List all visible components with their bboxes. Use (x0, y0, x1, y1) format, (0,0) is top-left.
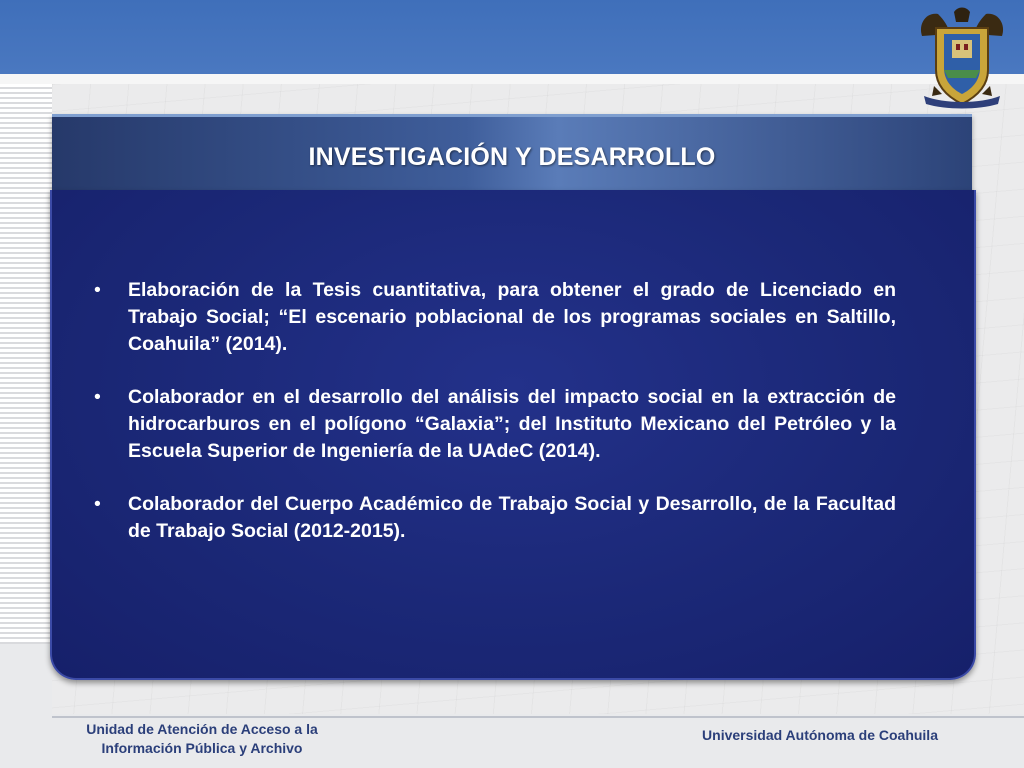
title-bar (52, 114, 972, 197)
header-band (0, 0, 1024, 74)
list-item-text: Colaborador en el desarrollo del análisis del impacto social en la extracción de hidrocarburos en el polígono “Galaxia”; del Instituto Mexicano del Petróleo y la Escuela Superior de Ingeniería de la UAdeC (2014). (128, 386, 896, 462)
header-strip (0, 74, 1024, 84)
footer-divider (52, 716, 1024, 718)
list-item-text: Elaboración de la Tesis cuantitativa, para obtener el grado de Licenciado en Trabajo Social; “El escenario poblacional de los programas sociales en Saltillo, Coahuila” (2014). (128, 279, 896, 355)
bullet-icon: • (94, 386, 101, 408)
left-stripes (0, 84, 52, 644)
bullet-list (94, 277, 896, 571)
footer-university-name: Universidad Autónoma de Coahuila (702, 727, 938, 743)
list-item-text: Colaborador del Cuerpo Académico de Trabajo Social y Desarrollo, de la Facultad de Trabajo Social (2012-2015). (128, 493, 896, 542)
university-crest-icon (914, 6, 1010, 110)
bullet-icon: • (94, 493, 101, 515)
page-title: INVESTIGACIÓN Y DESARROLLO (308, 142, 716, 171)
list-item (94, 491, 896, 545)
footer-left-line1: Unidad de Atención de Acceso a la (86, 721, 318, 737)
bullet-icon: • (94, 279, 101, 301)
footer-left-line2: Información Pública y Archivo (101, 740, 303, 756)
list-item (94, 384, 896, 465)
list-item (94, 277, 896, 358)
footer-unit-name (52, 720, 352, 758)
